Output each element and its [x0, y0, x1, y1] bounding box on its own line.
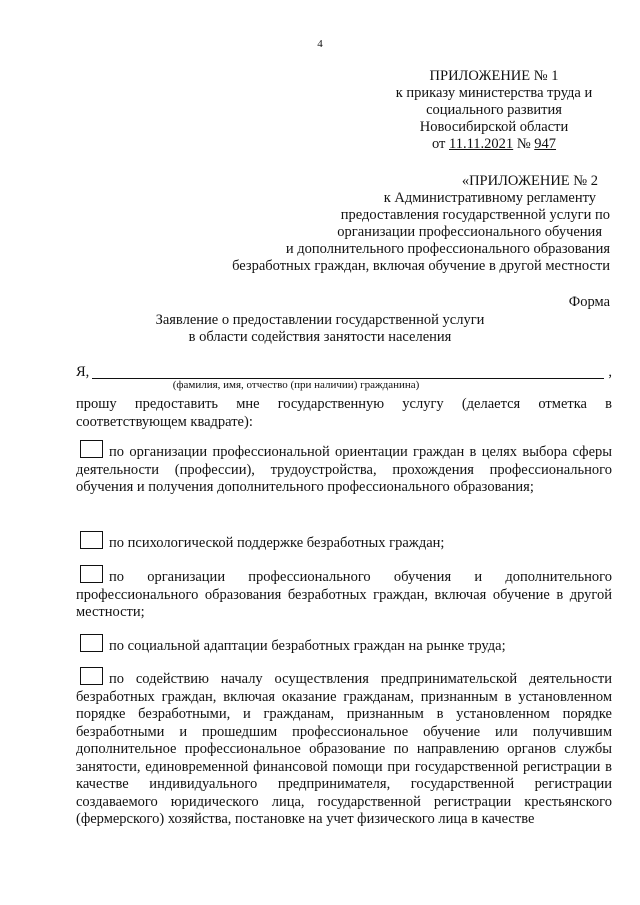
fio-suffix: ,	[608, 364, 612, 380]
option-text: по содействию началу осуществления предпринимательской деятельности безработных граждан, включая оказание гражданам, признанным в установленном порядке безработными, и гражданам, признанным в установленном порядке безработными и прошедшим профессиональное обучение или получившим дополнительное профессиональное образование по направлению органов службы занятости, единовременной финансовой помощи при государственной регистрации в качестве индивидуального предпринимателя, государственной регистрации создаваемого юридического лица, государственной регистрации крестьянского (фермерского) хозяйства, постановке на учет физического лица в качестве	[76, 671, 612, 827]
request-text	[76, 396, 612, 431]
option-checkbox[interactable]	[80, 565, 103, 583]
service-option	[76, 565, 612, 622]
service-option	[76, 667, 612, 829]
appendix-1-line: социального развития	[426, 102, 562, 118]
option-text: по организации профессионального обучения и дополнительного профессионального образования безработных граждан, включая обучение в другой местности;	[76, 569, 612, 620]
request-text-line: прошу предоставить мне государственную услугу (делается отметка в	[76, 396, 612, 412]
appendix-1-date-line: от 11.11.2021 № 947	[431, 136, 557, 152]
request-text-line: соответствующем квадрате):	[76, 413, 253, 430]
form-title	[0, 312, 640, 346]
appendix-1-title: ПРИЛОЖЕНИЕ № 1	[429, 68, 559, 84]
option-text: по психологической поддержке безработных граждан;	[109, 535, 445, 551]
order-date: 11.11.2021	[449, 136, 514, 152]
appendix-2-line: к Административному регламенту	[383, 190, 596, 206]
appendix-2-header	[210, 173, 610, 275]
option-checkbox[interactable]	[80, 667, 103, 685]
page-number: 4	[317, 38, 323, 50]
service-option	[76, 634, 612, 656]
option-checkbox[interactable]	[80, 531, 103, 549]
appendix-1-header	[384, 68, 604, 153]
fio-prefix: Я,	[76, 364, 90, 380]
fio-hint: (фамилия, имя, отчество (при наличии) гражданина)	[172, 379, 420, 391]
order-number: 947	[534, 136, 557, 152]
service-option	[76, 531, 612, 553]
appendix-2-line: организации профессионального обучения	[337, 224, 602, 240]
appendix-1-line: Новосибирской области	[419, 119, 569, 135]
appendix-2-title: «ПРИЛОЖЕНИЕ № 2	[461, 173, 598, 189]
appendix-2-line: безработных граждан, включая обучение в другой местности	[232, 258, 610, 274]
option-text: по социальной адаптации безработных граждан на рынке труда;	[109, 638, 506, 654]
service-option	[76, 440, 612, 497]
form-title-line: в области содействия занятости населения	[188, 329, 452, 345]
appendix-2-line: и дополнительного профессионального образования	[285, 241, 610, 257]
option-checkbox[interactable]	[80, 634, 103, 652]
option-checkbox[interactable]	[80, 440, 103, 458]
option-text: по организации профессиональной ориентации граждан в целях выбора сферы деятельности (профессии), трудоустройства, прохождения профессионального обучения и получения дополнительного профессионального образования;	[76, 444, 612, 495]
appendix-2-line: предоставления государственной услуги по	[340, 207, 610, 223]
appendix-1-line: к приказу министерства труда и	[395, 85, 593, 101]
form-label: Форма	[568, 294, 610, 310]
form-title-line: Заявление о предоставлении государственной услуги	[155, 312, 485, 328]
